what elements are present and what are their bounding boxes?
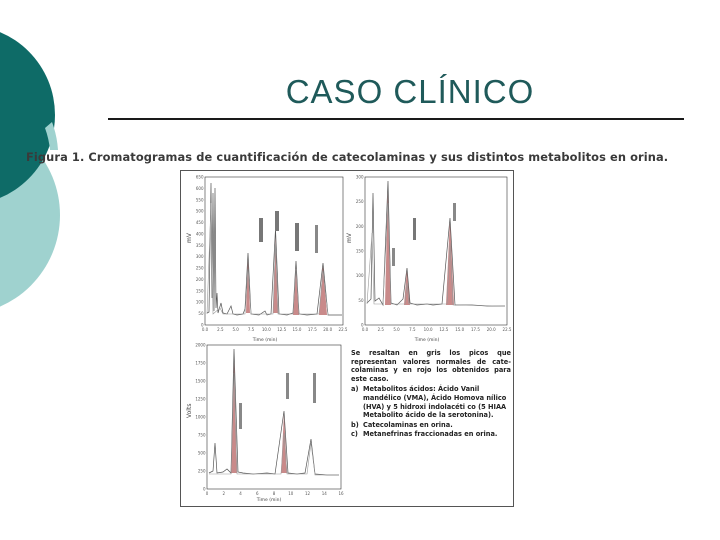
y-tick-label: 200 (195, 276, 204, 282)
peak-label-marker (275, 211, 279, 231)
x-tick-label: 2.5 (377, 327, 384, 332)
y-tick-label: 650 (195, 174, 204, 180)
chromatogram-trace (209, 373, 339, 475)
chromatogram-panel-c (187, 343, 345, 505)
y-tick-label: 1750 (195, 360, 206, 366)
x-axis-label: Time (min) (252, 338, 278, 343)
peak-label-marker (315, 225, 318, 253)
y-tick-label: 250 (355, 199, 364, 205)
peak-label-marker (295, 223, 299, 251)
peak-label-marker (453, 203, 456, 221)
x-tick-label: 15.0 (455, 327, 465, 332)
x-tick-label: 0.0 (201, 327, 209, 332)
x-tick-label: 0.0 (361, 327, 369, 332)
y-axis-label: mV (346, 233, 353, 243)
y-tick-label: 1250 (195, 396, 206, 402)
y-tick-label: 100 (195, 299, 204, 305)
x-tick-label: 6 (255, 491, 259, 496)
x-tick-labels (362, 327, 512, 332)
y-tick-labels (196, 175, 204, 328)
y-tick-label: 0 (202, 486, 206, 492)
y-tick-label: 0 (200, 322, 204, 328)
note-item (351, 421, 511, 430)
x-tick-label: 4 (239, 491, 242, 496)
x-tick-label: 2 (222, 491, 226, 496)
x-tick-labels (206, 491, 344, 496)
notes-intro: Se resaltan en gris los picos que representan valores normales de cate-colaminas y en rojo los obtenidos para este caso. (351, 349, 511, 383)
x-tick-label: 17.5 (470, 327, 480, 332)
peak-label-marker (286, 373, 289, 399)
x-tick-label: 16 (338, 491, 344, 496)
y-tick-label: 500 (197, 450, 206, 456)
y-tick-label: 300 (355, 174, 364, 180)
chromatogram-panel-a (187, 173, 347, 343)
peak-label-marker (239, 403, 242, 429)
y-tick-labels (195, 343, 206, 492)
y-tick-label: 1500 (195, 378, 206, 384)
note-text: Metanefrinas fraccionadas en orina. (363, 430, 498, 439)
x-tick-label: 22.5 (502, 327, 512, 332)
x-tick-label: 2.5 (217, 327, 224, 332)
figure-caption: Figura 1. Cromatogramas de cuantificación de catecolaminas y sus distintos metabolitos en orina. (26, 150, 669, 164)
x-tick-label: 8 (272, 491, 276, 496)
x-tick-label: 7.5 (247, 327, 255, 332)
x-tick-label: 20.0 (323, 327, 333, 332)
y-tick-label: 100 (355, 273, 364, 279)
x-tick-label: 7.5 (409, 327, 416, 332)
peak-label-marker (259, 218, 263, 242)
x-tick-label: 22.5 (338, 327, 348, 332)
plot-frame (207, 345, 341, 489)
x-tick-label: 5.0 (393, 327, 400, 332)
x-tick-label: 10.0 (261, 327, 271, 332)
x-tick-label: 15.0 (292, 327, 302, 332)
y-tick-label: 750 (197, 432, 206, 438)
note-item (351, 430, 511, 439)
peak-label-marker (413, 218, 416, 240)
title-divider (108, 118, 684, 120)
y-tick-label: 150 (355, 248, 364, 254)
y-tick-label: 250 (195, 265, 204, 271)
x-tick-label: 17.5 (307, 327, 317, 332)
x-tick-label: 12.5 (277, 327, 287, 332)
chromatogram-trace (209, 349, 339, 475)
x-tick-label: 14 (321, 491, 327, 496)
x-tick-label: 12 (304, 491, 311, 496)
note-text: Metabolitos ácidos: Ácido Vanil mandélico (VMA), Ácido Homova nílico (HVA) y 5 hidroxi indolacéti co (5 HIAA Metabolito ácido de la serotonina). (363, 385, 507, 420)
x-tick-label: 12.5 (439, 327, 449, 332)
y-tick-label: 300 (195, 254, 204, 260)
chromatogram-trace (207, 203, 328, 315)
note-text: Catecolaminas en orina. (363, 420, 453, 429)
x-tick-label: 0 (205, 491, 209, 496)
peak-label-marker (313, 373, 316, 403)
slide-title: CASO CLÍNICO (285, 73, 535, 110)
note-letter: b) (351, 420, 359, 429)
note-letter: a) (351, 385, 359, 394)
y-tick-label: 1000 (195, 414, 206, 420)
y-tick-label: 200 (355, 223, 364, 229)
y-tick-label: 500 (195, 208, 204, 214)
y-tick-label: 0 (360, 322, 364, 328)
y-tick-label: 550 (195, 197, 204, 203)
note-item (351, 385, 511, 419)
x-tick-label: 5.0 (232, 327, 239, 332)
y-tick-labels (356, 175, 364, 328)
x-axis-label: Time (min) (414, 338, 440, 343)
y-axis-label: mV (186, 233, 193, 243)
x-axis-label: Time (min) (256, 498, 282, 503)
y-tick-label: 400 (195, 231, 204, 237)
peak-label-marker (392, 248, 395, 266)
y-tick-label: 50 (198, 311, 204, 317)
y-tick-label: 600 (195, 185, 204, 191)
y-tick-label: 350 (195, 242, 204, 248)
y-axis-label: Volts (186, 403, 193, 418)
chromatogram-panel-b (347, 173, 511, 343)
y-tick-label: 250 (197, 468, 206, 474)
figure-notes (351, 349, 511, 499)
x-tick-label: 10 (288, 491, 294, 496)
x-tick-labels (202, 327, 348, 332)
y-tick-label: 450 (195, 220, 204, 226)
x-tick-label: 20.0 (486, 327, 496, 332)
y-tick-label: 50 (358, 297, 364, 303)
y-tick-label: 150 (195, 288, 204, 294)
x-tick-label: 10.0 (423, 327, 433, 332)
note-letter: c) (351, 430, 358, 439)
chromatogram-figure (180, 170, 514, 507)
y-tick-label: 2000 (195, 342, 206, 348)
